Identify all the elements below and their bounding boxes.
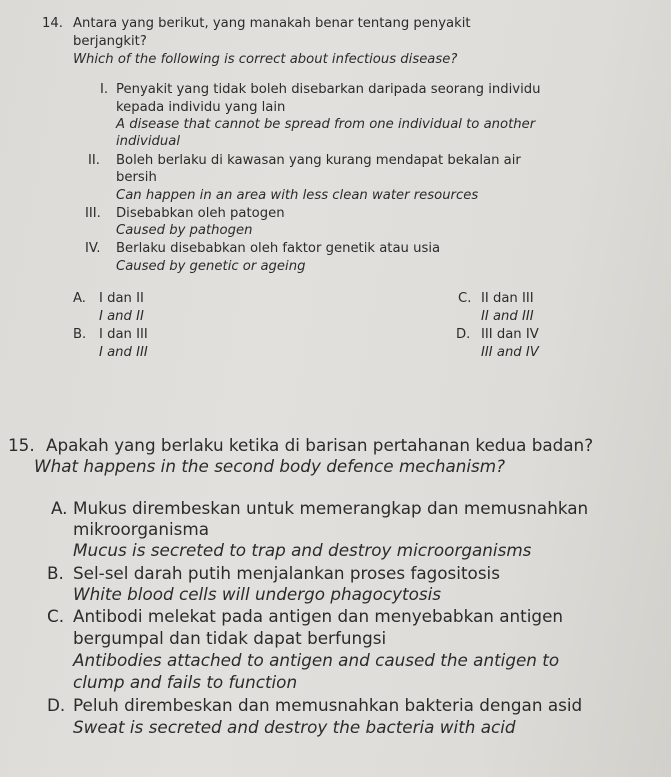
option-malay: Sel-sel darah putih menjalankan proses fagositosis — [73, 563, 500, 583]
option-letter: A. — [73, 291, 86, 306]
statement-english: individual — [116, 134, 180, 149]
q14-english: Which of the following is correct about infectious disease? — [73, 52, 458, 67]
q14-malay-line2: berjangkit? — [73, 34, 147, 49]
option-english: White blood cells will undergo phagocytosis — [73, 584, 442, 604]
q14-number: 14. — [42, 16, 63, 31]
q15-english: What happens in the second body defence mechanism? — [34, 456, 506, 476]
statement-malay: Penyakit yang tidak boleh disebarkan daripada seorang individu — [116, 82, 541, 97]
q14-malay-line1: Antara yang berikut, yang manakah benar tentang penyakit — [73, 16, 471, 31]
statement-english: Can happen in an area with less clean water resources — [116, 188, 479, 203]
option-letter: C. — [47, 606, 65, 626]
statement-malay: kepada individu yang lain — [116, 100, 286, 115]
option-malay: III dan IV — [481, 327, 539, 342]
option-english: clump and fails to function — [73, 672, 298, 692]
statement-number: I. — [100, 82, 109, 97]
statement-malay: Boleh berlaku di kawasan yang kurang mendapat bekalan air — [116, 153, 521, 168]
statement-malay: Berlaku disebabkan oleh faktor genetik atau usia — [116, 241, 441, 256]
option-malay: I dan II — [99, 291, 144, 306]
option-malay: Mukus dirembeskan untuk memerangkap dan memusnahkan — [73, 498, 589, 518]
statement-number: III. — [85, 206, 101, 221]
option-letter: C. — [458, 291, 472, 306]
q15-malay: Apakah yang berlaku ketika di barisan pertahanan kedua badan? — [46, 435, 594, 455]
option-malay: II dan III — [481, 291, 534, 306]
statement-malay: Disebabkan oleh patogen — [116, 206, 285, 221]
q15-number: 15. — [8, 435, 35, 455]
option-english: Sweat is secreted and destroy the bacteria with acid — [73, 717, 516, 737]
option-letter: B. — [73, 327, 87, 342]
statement-number: II. — [88, 153, 100, 168]
option-english: I and II — [99, 309, 144, 324]
option-letter: D. — [456, 327, 471, 342]
statement-malay: bersih — [116, 170, 157, 185]
statement-english: Caused by genetic or ageing — [116, 259, 306, 274]
option-english: III and IV — [481, 345, 539, 360]
option-malay: Antibodi melekat pada antigen dan menyebabkan antigen — [73, 606, 564, 626]
option-malay: I dan III — [99, 327, 148, 342]
option-letter: A. — [51, 498, 68, 518]
option-english: II and III — [481, 309, 534, 324]
option-malay: bergumpal dan tidak dapat berfungsi — [73, 628, 387, 648]
statement-english: Caused by pathogen — [116, 223, 253, 238]
statement-english: A disease that cannot be spread from one individual to another — [116, 117, 536, 132]
option-malay: mikroorganisma — [73, 519, 210, 539]
option-letter: D. — [47, 695, 66, 715]
option-english: Antibodies attached to antigen and caused the antigen to — [73, 650, 560, 670]
option-letter: B. — [47, 563, 64, 583]
option-english: I and III — [99, 345, 148, 360]
option-english: Mucus is secreted to trap and destroy microorganisms — [73, 540, 532, 560]
option-malay: Peluh dirembeskan dan memusnahkan bakteria dengan asid — [73, 695, 583, 715]
statement-number: IV. — [85, 241, 101, 256]
